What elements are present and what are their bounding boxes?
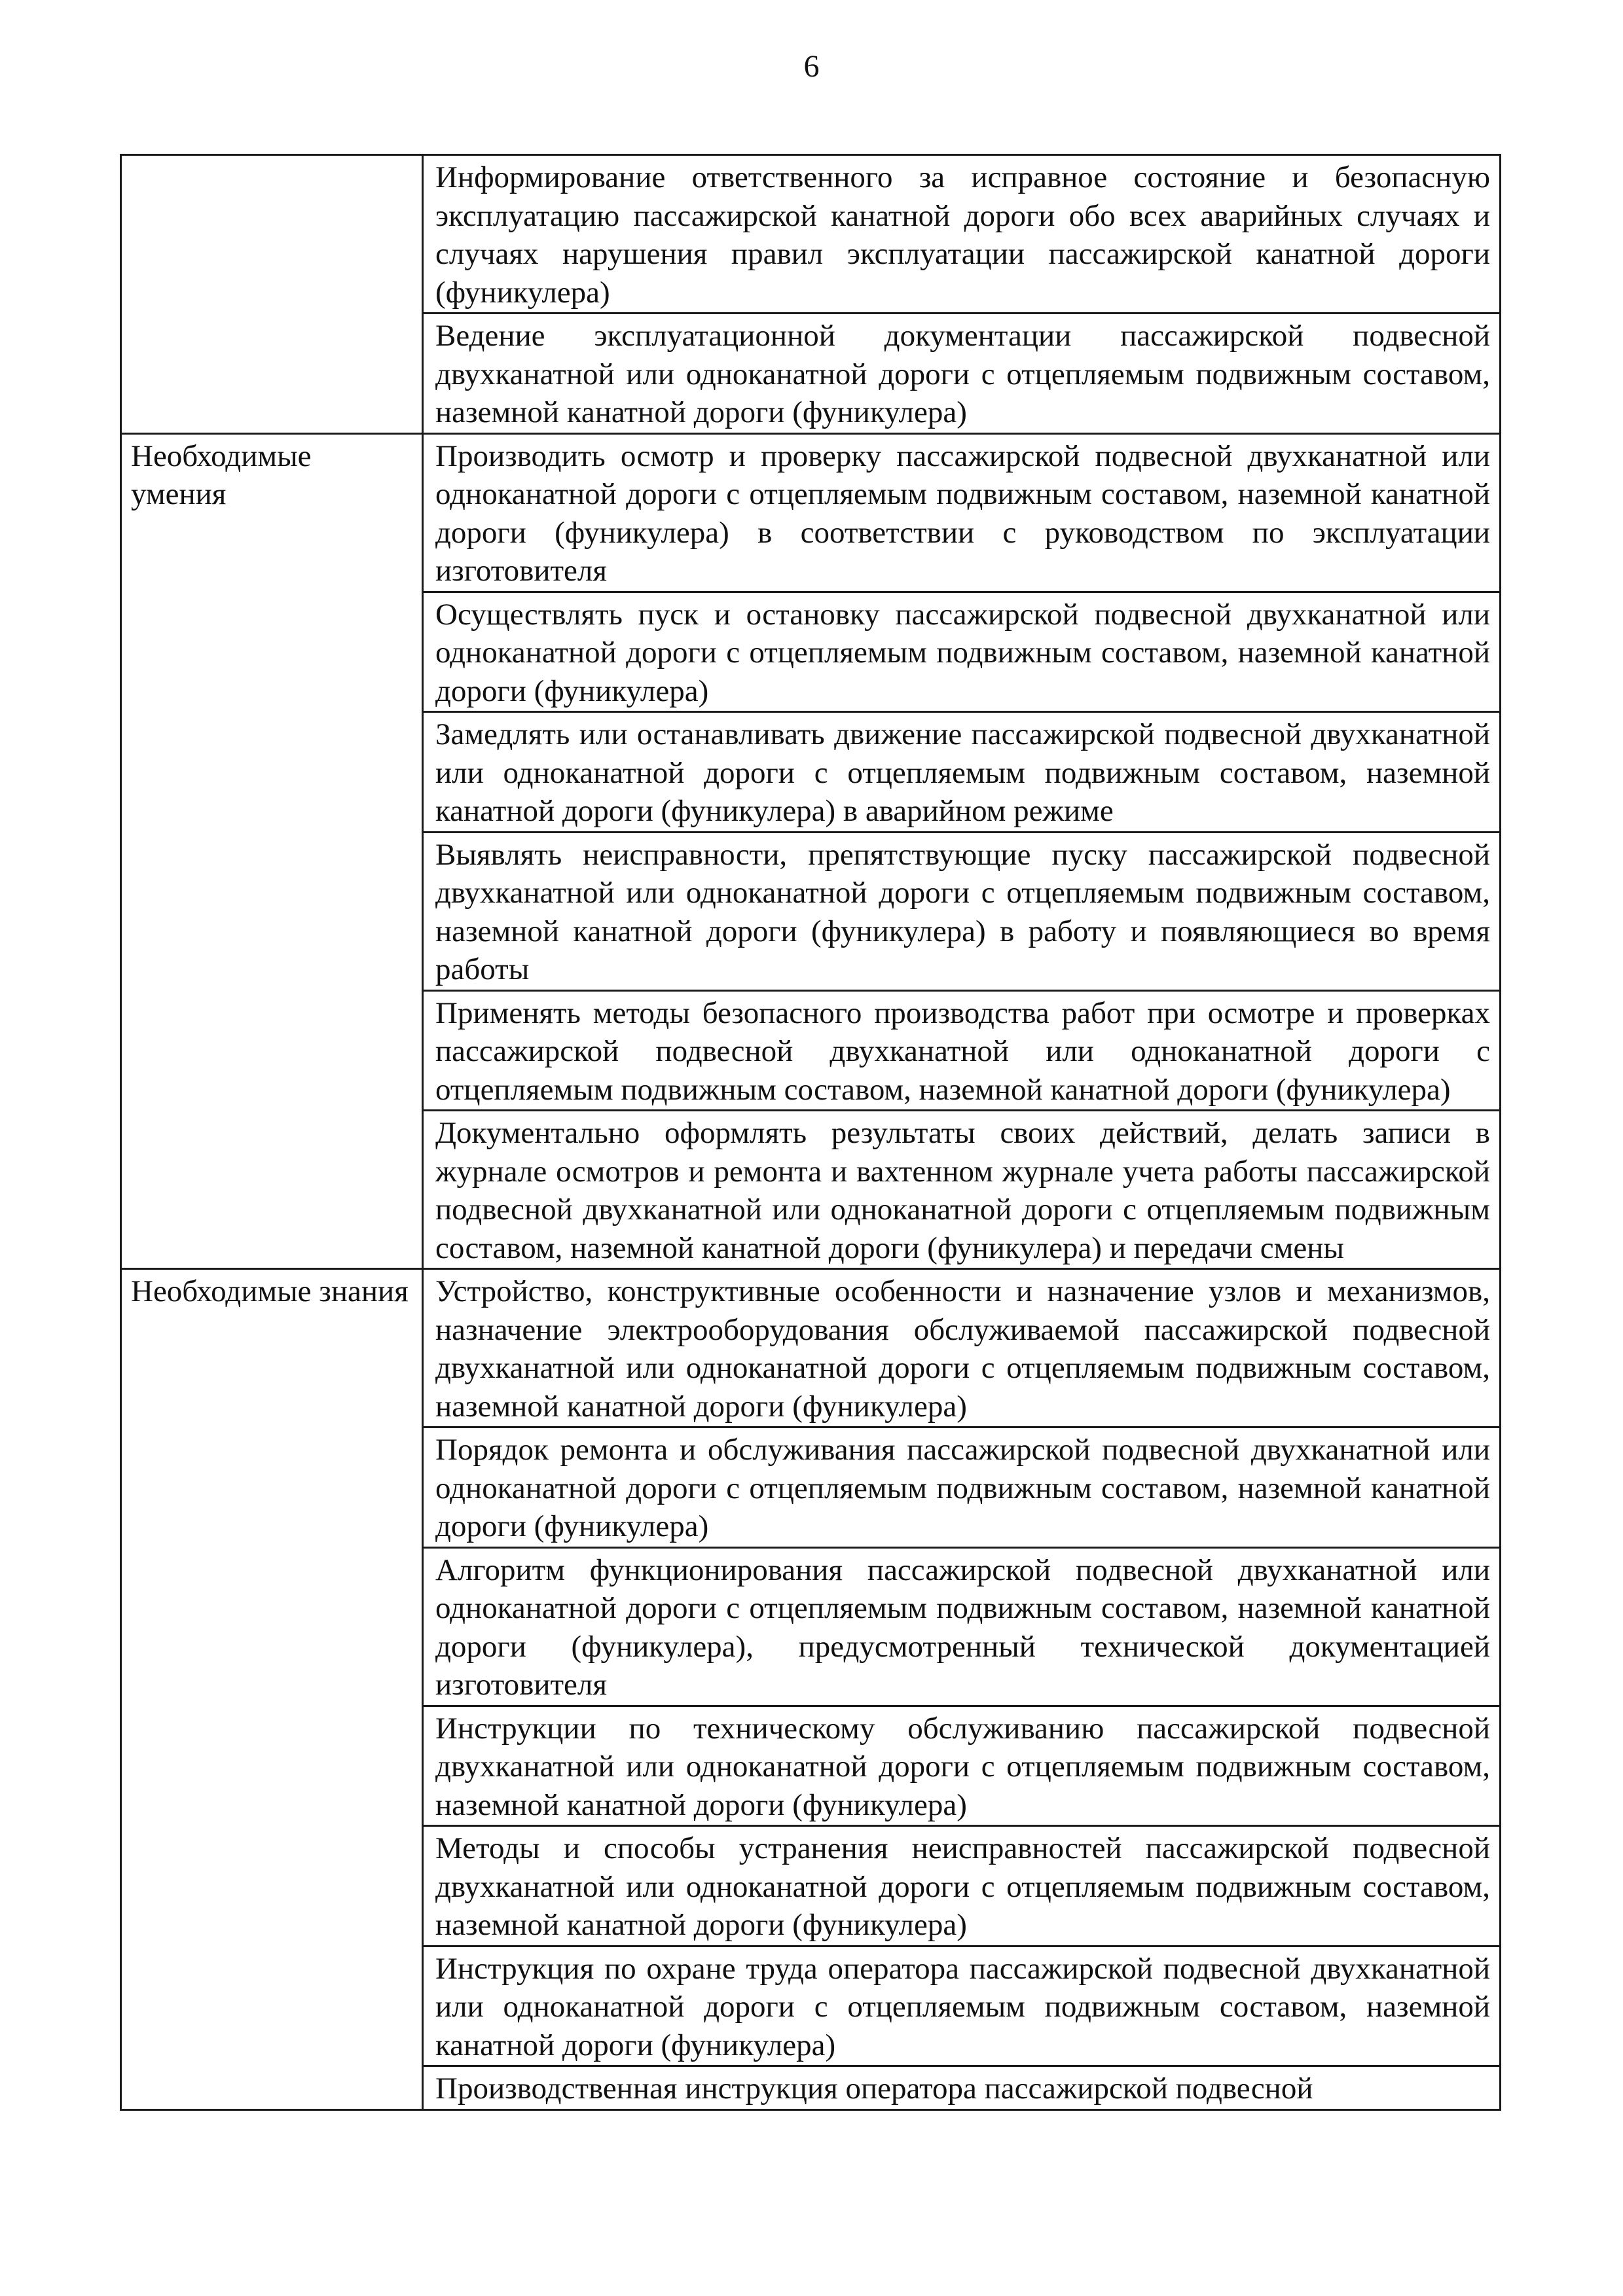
table-cell: Производственная инструкция оператора пассажирской подвесной — [423, 2066, 1501, 2110]
table-cell: Информирование ответственного за исправное состояние и безопасную эксплуатацию пассажирской канатной дороги обо всех аварийных случаях и случаях нарушения правил эксплуатации пассажирской канатной дороги (фуникулера) — [423, 155, 1501, 314]
table-row — [121, 155, 1501, 314]
requirements-table — [120, 154, 1501, 2111]
table-cell: Инструкции по техническому обслуживанию пассажирской подвесной двухканатной или одноканатной дороги с отцепляемым подвижным составом, наземной канатной дороги (фуникулера) — [423, 1706, 1501, 1826]
table-cell: Осуществлять пуск и остановку пассажирской подвесной двухканатной или одноканатной дороги с отцепляемым подвижным составом, наземной канатной дороги (фуникулера) — [423, 592, 1501, 712]
table-cell: Ведение эксплуатационной документации пассажирской подвесной двухканатной или одноканатной дороги с отцепляемым подвижным составом, наземной канатной дороги (фуникулера) — [423, 314, 1501, 434]
row-label-skills: Необходимые умения — [121, 433, 423, 1269]
row-label-cell — [121, 155, 423, 434]
table-cell: Производить осмотр и проверку пассажирской подвесной двухканатной или одноканатной дороги с отцепляемым подвижным составом, наземной канатной дороги (фуникулера) в соответствии с руководством по эксплуатации изготовителя — [423, 433, 1501, 592]
table-cell: Инструкция по охране труда оператора пассажирской подвесной двухканатной или одноканатной дороги с отцепляемым подвижным составом, наземной канатной дороги (фуникулера) — [423, 1946, 1501, 2066]
table-cell: Документально оформлять результаты своих действий, делать записи в журнале осмотров и ремонта и вахтенном журнале учета работы пассажирской подвесной двухканатной или одноканатной дороги с отцепляемым подвижным составом, наземной канатной дороги (фуникулера) и передачи смены — [423, 1111, 1501, 1269]
row-label-knowledge: Необходимые знания — [121, 1269, 423, 2110]
table-cell: Алгоритм функционирования пассажирской подвесной двухканатной или одноканатной дороги с отцепляемым подвижным составом, наземной канатной дороги (фуникулера), предусмотренный технической документацией изготовителя — [423, 1547, 1501, 1706]
page-number: 6 — [803, 49, 820, 84]
table-cell: Устройство, конструктивные особенности и назначение узлов и механизмов, назначение электрооборудования обслуживаемой пассажирской подвесной двухканатной или одноканатной дороги с отцепляемым подвижным составом, наземной канатной дороги (фуникулера) — [423, 1269, 1501, 1427]
table-cell: Порядок ремонта и обслуживания пассажирской подвесной двухканатной или одноканатной дороги с отцепляемым подвижным составом, наземной канатной дороги (фуникулера) — [423, 1427, 1501, 1548]
table-cell: Применять методы безопасного производства работ при осмотре и проверках пассажирской подвесной двухканатной или одноканатной дороги с отцепляемым подвижным составом, наземной канатной дороги (фуникулера) — [423, 990, 1501, 1111]
table-cell: Выявлять неисправности, препятствующие пуску пассажирской подвесной двухканатной или одноканатной дороги с отцепляемым подвижным составом, наземной канатной дороги (фуникулера) в работу и появляющиеся во время работы — [423, 832, 1501, 990]
table-row — [121, 433, 1501, 592]
table-row — [121, 1269, 1501, 1427]
table-cell: Методы и способы устранения неисправностей пассажирской подвесной двухканатной или одноканатной дороги с отцепляемым подвижным составом, наземной канатной дороги (фуникулера) — [423, 1826, 1501, 1946]
table-cell: Замедлять или останавливать движение пассажирской подвесной двухканатной или одноканатной дороги с отцепляемым подвижным составом, наземной канатной дороги (фуникулера) в аварийном режиме — [423, 712, 1501, 833]
